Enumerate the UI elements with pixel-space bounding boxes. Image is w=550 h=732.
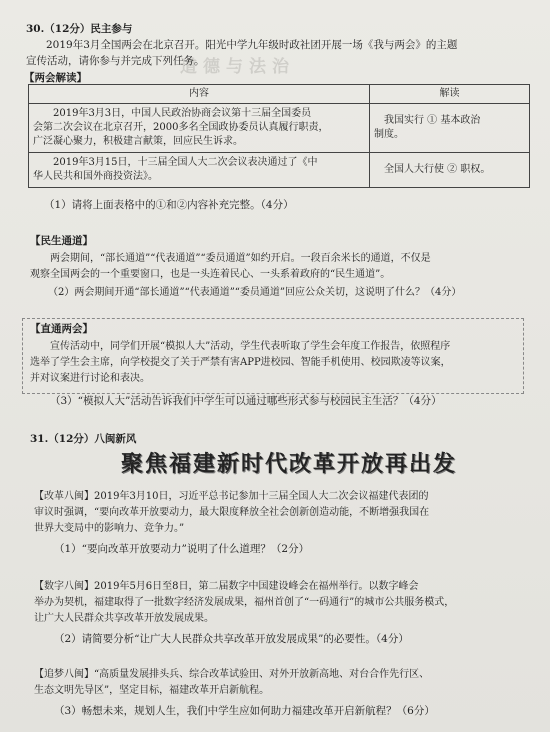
table-cell-content xyxy=(29,104,370,153)
sec3-line2: 选举了学生会主席，向学校提交了关于严禁有害APP进校园、智能手机使用、校园欺凌等议案， xyxy=(30,357,451,368)
row2-interp-line1: 全国人大行使 ② 职权。 xyxy=(384,164,491,175)
q31-p3-line1: 【追梦八闽】“高质量发展排头兵、综合改革试验田、对外开放新高地、对台合作先行区、 xyxy=(34,669,430,680)
q31-p1-line3: 世界大变局中的影响力、竞争力。” xyxy=(34,523,185,534)
q30-intro-line1: 2019年3月全国两会在北京召开。阳光中学九年级时政社团开展一场《我与两会》的主题 xyxy=(46,39,458,51)
row1-content-line2: 会第二次会议在北京召开，2000多名全国政协委员认真履行职责， xyxy=(33,122,329,133)
q30-sub2: （2）两会期间开通“部长通道”“代表通道”“委员通道”回应公众关切，这说明了什么？（4分） xyxy=(48,287,462,298)
q31-sub2: （2）请简要分析“让广大人民群众共享改革开放发展成果”的必要性。（4分） xyxy=(54,633,409,645)
table-header-content: 内容 xyxy=(29,85,370,104)
section-title-lianghui-jiedu: 【两会解读】 xyxy=(24,72,87,84)
q31-sub1: （1）“要向改革开放要动力”说明了什么道理？（2分） xyxy=(54,543,310,555)
q30-header: 30.（12分）民主参与 xyxy=(26,23,133,35)
q31-p1-line1: 【改革八闽】2019年3月10日，习近平总书记参加十三届全国人大二次会议福建代表团的 xyxy=(34,491,429,502)
table-header-interpretation: 解读 xyxy=(370,85,530,104)
interpretation-table xyxy=(28,84,530,188)
q31-header: 31.（12分）八闽新风 xyxy=(30,433,137,445)
table-cell-interpretation xyxy=(370,153,530,188)
table-row xyxy=(29,104,530,153)
row2-content-line2: 华人民共和国外商投资法》。 xyxy=(33,171,158,182)
table-row xyxy=(29,153,530,188)
q30-intro-line2: 宣传活动，请你参与并完成下列任务。 xyxy=(26,55,205,67)
q31-p2-line1: 【数字八闽】2019年5月6日至8日，第二届数字中国建设峰会在福州举行。以数字峰会 xyxy=(34,581,419,592)
sec2-line1: 两会期间，“部长通道”“代表通道”“委员通道”如约开启。一段百余米长的通道，不仅是 xyxy=(50,253,431,264)
q31-banner-title: 聚焦福建新时代改革开放再出发 xyxy=(120,452,457,477)
q31-sub3: （3）畅想未来，规划人生，我们中学生应如何助力福建改革开启新航程？（6分） xyxy=(54,705,435,717)
q31-p3-line2: 生态文明先导区”，坚定目标，福建改革开启新航程。 xyxy=(34,685,270,696)
row1-content-line3: 广泛凝心聚力，积极建言献策，回应民生诉求。 xyxy=(33,136,243,147)
q31-p2-line3: 让广大人民群众共享改革开放发展成果。 xyxy=(34,613,214,624)
section-title-zhitong-lianghui: 【直通两会】 xyxy=(30,323,93,335)
section-title-minsheng-tongdao: 【民生通道】 xyxy=(30,235,93,247)
row1-content-line1: 2019年3月3日，中国人民政治协商会议第十三届全国委员 xyxy=(53,108,312,119)
row2-content-line1: 2019年3月15日，十三届全国人大二次会议表决通过了《中 xyxy=(53,157,318,168)
sec2-line2: 观察全国两会的一个重要窗口，也是一头连着民心、一头系着政府的“民生通道”。 xyxy=(30,269,391,280)
table-cell-content xyxy=(29,153,370,188)
sec3-line1: 宣传活动中，同学们开展“模拟人大”活动，学生代表听取了学生会年度工作报告，依照程序 xyxy=(50,341,451,352)
table-cell-interpretation xyxy=(370,104,530,153)
row1-interp-line1: 我国实行 ① 基本政治 xyxy=(384,115,481,126)
q31-p1-line2: 审议时强调，“要向改革开放要动力，最大限度释放全社会创新创造动能，不断增强我国在 xyxy=(34,507,430,518)
q30-sub1: （1）请将上面表格中的①和②内容补充完整。（4分） xyxy=(44,199,294,211)
q31-p2-line2: 举办为契机，福建取得了一批数字经济发展成果，福州首创了“一码通行”的城市公共服务模式， xyxy=(34,597,455,608)
sec3-line3: 并对议案进行讨论和表决。 xyxy=(30,373,150,384)
q30-sub3: （3）“模拟人大”活动告诉我们中学生可以通过哪些形式参与校园民主生活？（4分） xyxy=(50,395,442,407)
bleed-through-title: 道德与法治 xyxy=(180,57,295,77)
row1-interp-line2: 制度。 xyxy=(374,129,404,140)
